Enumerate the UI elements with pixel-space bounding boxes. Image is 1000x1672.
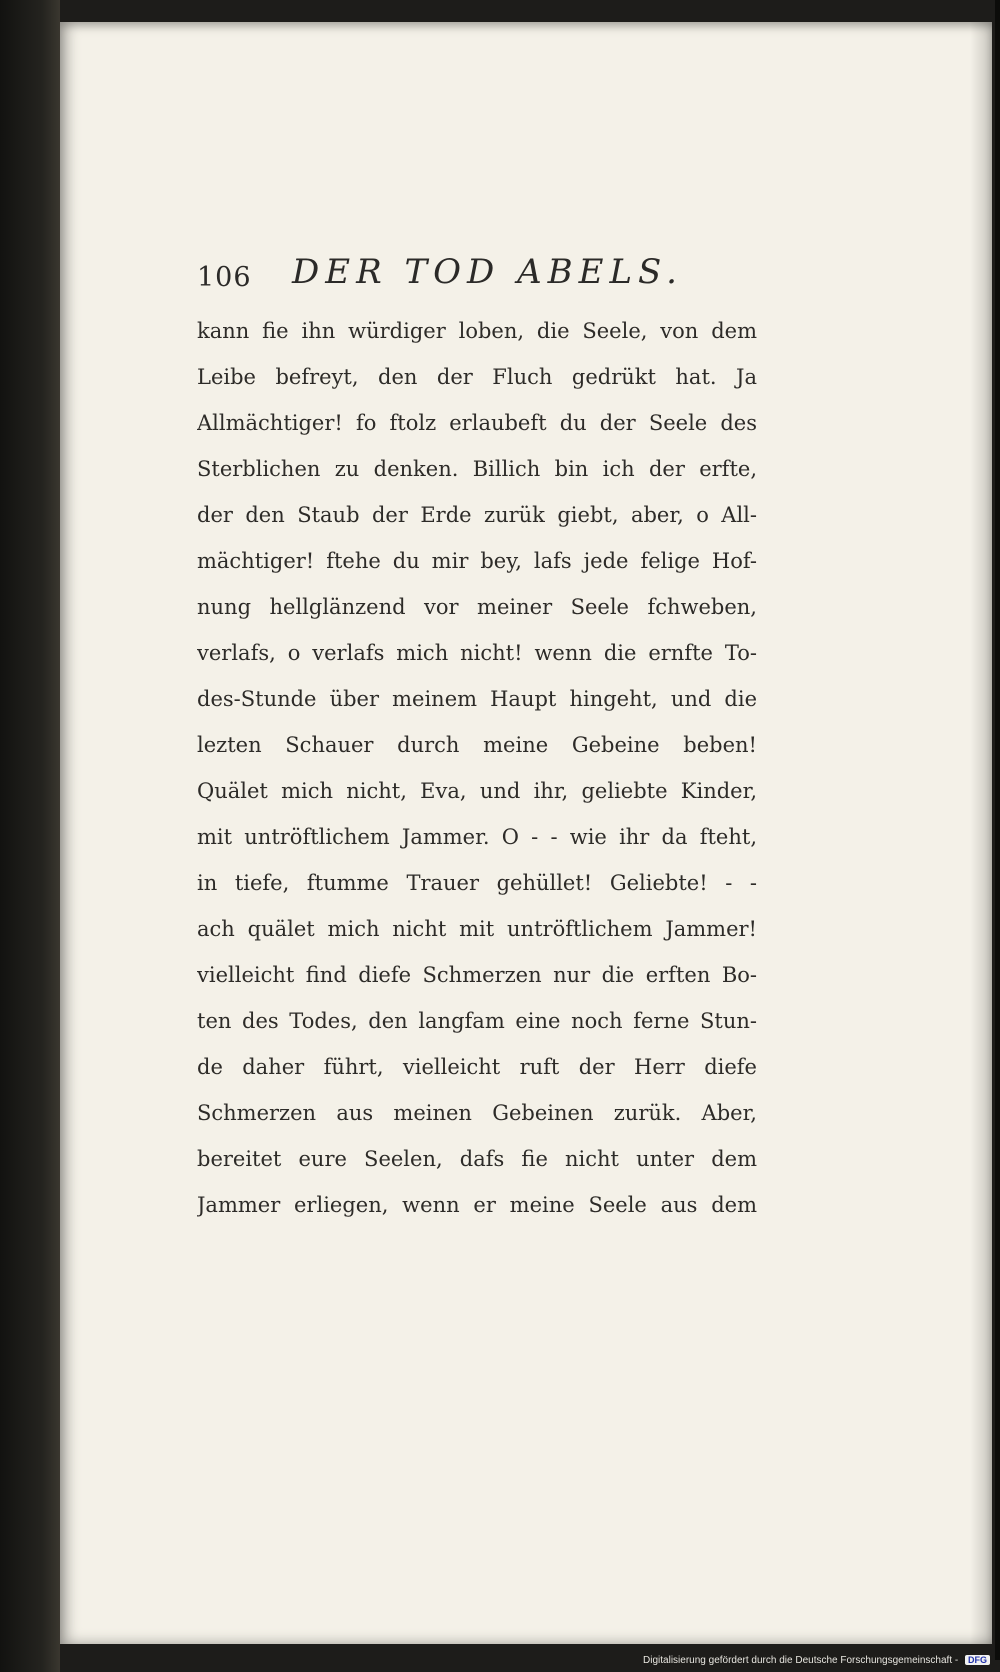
dfg-logo: DFG — [965, 1655, 990, 1665]
text-line: de daher führt, vielleicht ruft der Herr diefe — [197, 1055, 757, 1079]
digitization-credit — [643, 1655, 990, 1669]
scan-background-right — [995, 0, 1000, 1660]
text-line: vielleicht find diefe Schmerzen nur die erften Bo- — [197, 963, 757, 987]
text-line: lezten Schauer durch meine Gebeine beben! — [197, 733, 757, 757]
text-line: Leibe befreyt, den der Fluch gedrükt hat. Ja — [197, 365, 757, 389]
credit-text: Digitalisierung gefördert durch die Deutsche Forschungsgemeinschaft - — [643, 1655, 959, 1666]
text-line: bereitet eure Seelen, dafs fie nicht unter dem — [197, 1147, 757, 1171]
text-line: Quälet mich nicht, Eva, und ihr, geliebte Kinder, — [197, 779, 757, 803]
page-header — [197, 248, 757, 304]
running-head: DER TOD ABELS. — [292, 252, 683, 292]
text-line: Sterblichen zu denken. Billich bin ich der erfte, — [197, 457, 757, 481]
body-text — [197, 308, 757, 1228]
text-line: Schmerzen aus meinen Gebeinen zurük. Aber, — [197, 1101, 757, 1125]
text-line: ach quälet mich nicht mit untröftlichem Jammer! — [197, 917, 757, 941]
text-line: mit untröftlichem Jammer. O - - wie ihr da fteht, — [197, 825, 757, 849]
text-line: ten des Todes, den langfam eine noch ferne Stun- — [197, 1009, 757, 1033]
text-line: des-Stunde über meinem Haupt hingeht, und die — [197, 687, 757, 711]
text-line: Jammer erliegen, wenn er meine Seele aus dem — [197, 1193, 757, 1217]
page-number: 106 — [197, 262, 252, 293]
page-edge-shadow — [970, 22, 992, 1644]
text-line: der den Staub der Erde zurük giebt, aber, o All- — [197, 503, 757, 527]
text-line: mächtiger! ftehe du mir bey, lafs jede felige Hof- — [197, 549, 757, 573]
text-line: kann fie ihn würdiger loben, die Seele, von dem — [197, 319, 757, 343]
scan-background-left — [0, 0, 60, 1672]
text-line: in tiefe, ftumme Trauer gehüllet! Geliebte! - - — [197, 871, 757, 895]
text-line: verlafs, o verlafs mich nicht! wenn die ernfte To- — [197, 641, 757, 665]
text-line: Allmächtiger! fo ftolz erlaubeft du der Seele des — [197, 411, 757, 435]
text-line: nung hellglänzend vor meiner Seele fchweben, — [197, 595, 757, 619]
